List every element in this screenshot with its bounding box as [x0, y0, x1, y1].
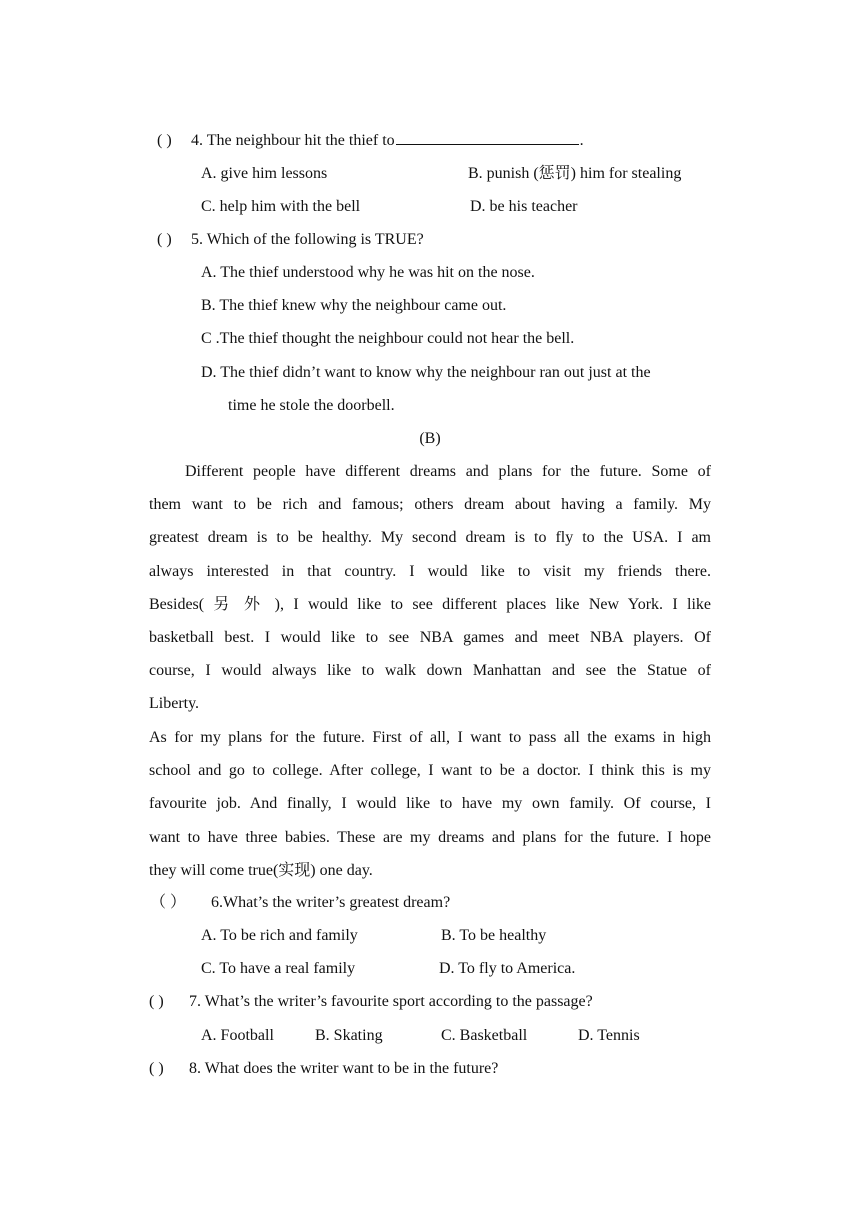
passage-paragraph-2	[149, 721, 711, 887]
option-c: C .The thief thought the neighbour could not hear the bell.	[201, 330, 575, 347]
option-b: B. Skating	[315, 1027, 383, 1044]
option-d: D. The thief didn’t want to know why the neighbour ran out just at the	[201, 364, 651, 381]
paragraph-line: favourite job. And finally, I would like to have my own family. Of course, I	[149, 795, 711, 813]
option-c: C. help him with the bell	[201, 198, 361, 215]
paragraph-line: them want to be rich and famous; others dream about having a family. My	[149, 496, 711, 514]
option-d: D. To fly to America.	[439, 960, 576, 977]
option-a: A. Football	[201, 1027, 274, 1044]
paragraph-line: course, I would always like to walk down Manhattan and see the Statue of	[149, 662, 711, 680]
section-heading: (B)	[419, 430, 441, 447]
paragraph-line: want to have three babies. These are my dreams and plans for the future. I hope	[149, 828, 711, 846]
paragraph-line: Liberty.	[149, 695, 200, 713]
option-c: C. Basketball	[441, 1027, 528, 1044]
paragraph-line: always interested in that country. I would like to visit my friends there.	[149, 562, 711, 580]
option-a: A. give him lessons	[201, 165, 328, 182]
paragraph-line: greatest dream is to be healthy. My second dream is to fly to the USA. I am	[149, 529, 711, 547]
paragraph-line: As for my plans for the future. First of all, I want to pass all the exams in high	[149, 729, 711, 746]
question-stem	[191, 124, 584, 157]
option-c: C. To have a real family	[201, 960, 356, 977]
paragraph-line: Different people have different dreams and plans for the future. Some of	[185, 463, 711, 480]
paragraph-line: basketball best. I would like to see NBA games and meet NBA players. Of	[149, 628, 711, 646]
option-d-continued: time he stole the doorbell.	[228, 397, 395, 414]
option-d: D. Tennis	[578, 1027, 640, 1044]
passage-paragraph-1	[149, 455, 711, 721]
question-8-stem: 8. What does the writer want to be in the future?	[189, 1060, 499, 1077]
paragraph-line: they will come true(实现) one day.	[149, 861, 373, 879]
option-a: A. To be rich and family	[201, 927, 358, 944]
question-7-stem: 7. What’s the writer’s favourite sport according to the passage?	[189, 993, 593, 1010]
option-d: D. be his teacher	[470, 198, 578, 215]
answer-paren: （ ）	[150, 894, 187, 911]
answer-blank	[396, 129, 579, 145]
question-4-stem: 4. The neighbour hit the thief to	[191, 132, 395, 149]
option-b: B. The thief knew why the neighbour came out.	[201, 297, 507, 314]
option-a: A. The thief understood why he was hit on the nose.	[201, 264, 535, 281]
question-6-stem: 6.What’s the writer’s greatest dream?	[211, 894, 451, 911]
option-b: B. punish (惩罚) him for stealing	[468, 165, 682, 182]
paragraph-line: Besides( 另 外 ), I would like to see different places like New York. I like	[149, 595, 711, 613]
answer-paren: ( )	[149, 993, 164, 1010]
answer-paren: ( )	[149, 1060, 164, 1077]
question-5-stem: 5. Which of the following is TRUE?	[191, 231, 424, 248]
answer-paren: ( )	[157, 231, 172, 248]
answer-paren: ( )	[157, 132, 172, 149]
option-b: B. To be healthy	[441, 927, 547, 944]
paragraph-line: school and go to college. After college, I want to be a doctor. I think this is my	[149, 762, 711, 780]
question-4-end: .	[579, 132, 584, 149]
